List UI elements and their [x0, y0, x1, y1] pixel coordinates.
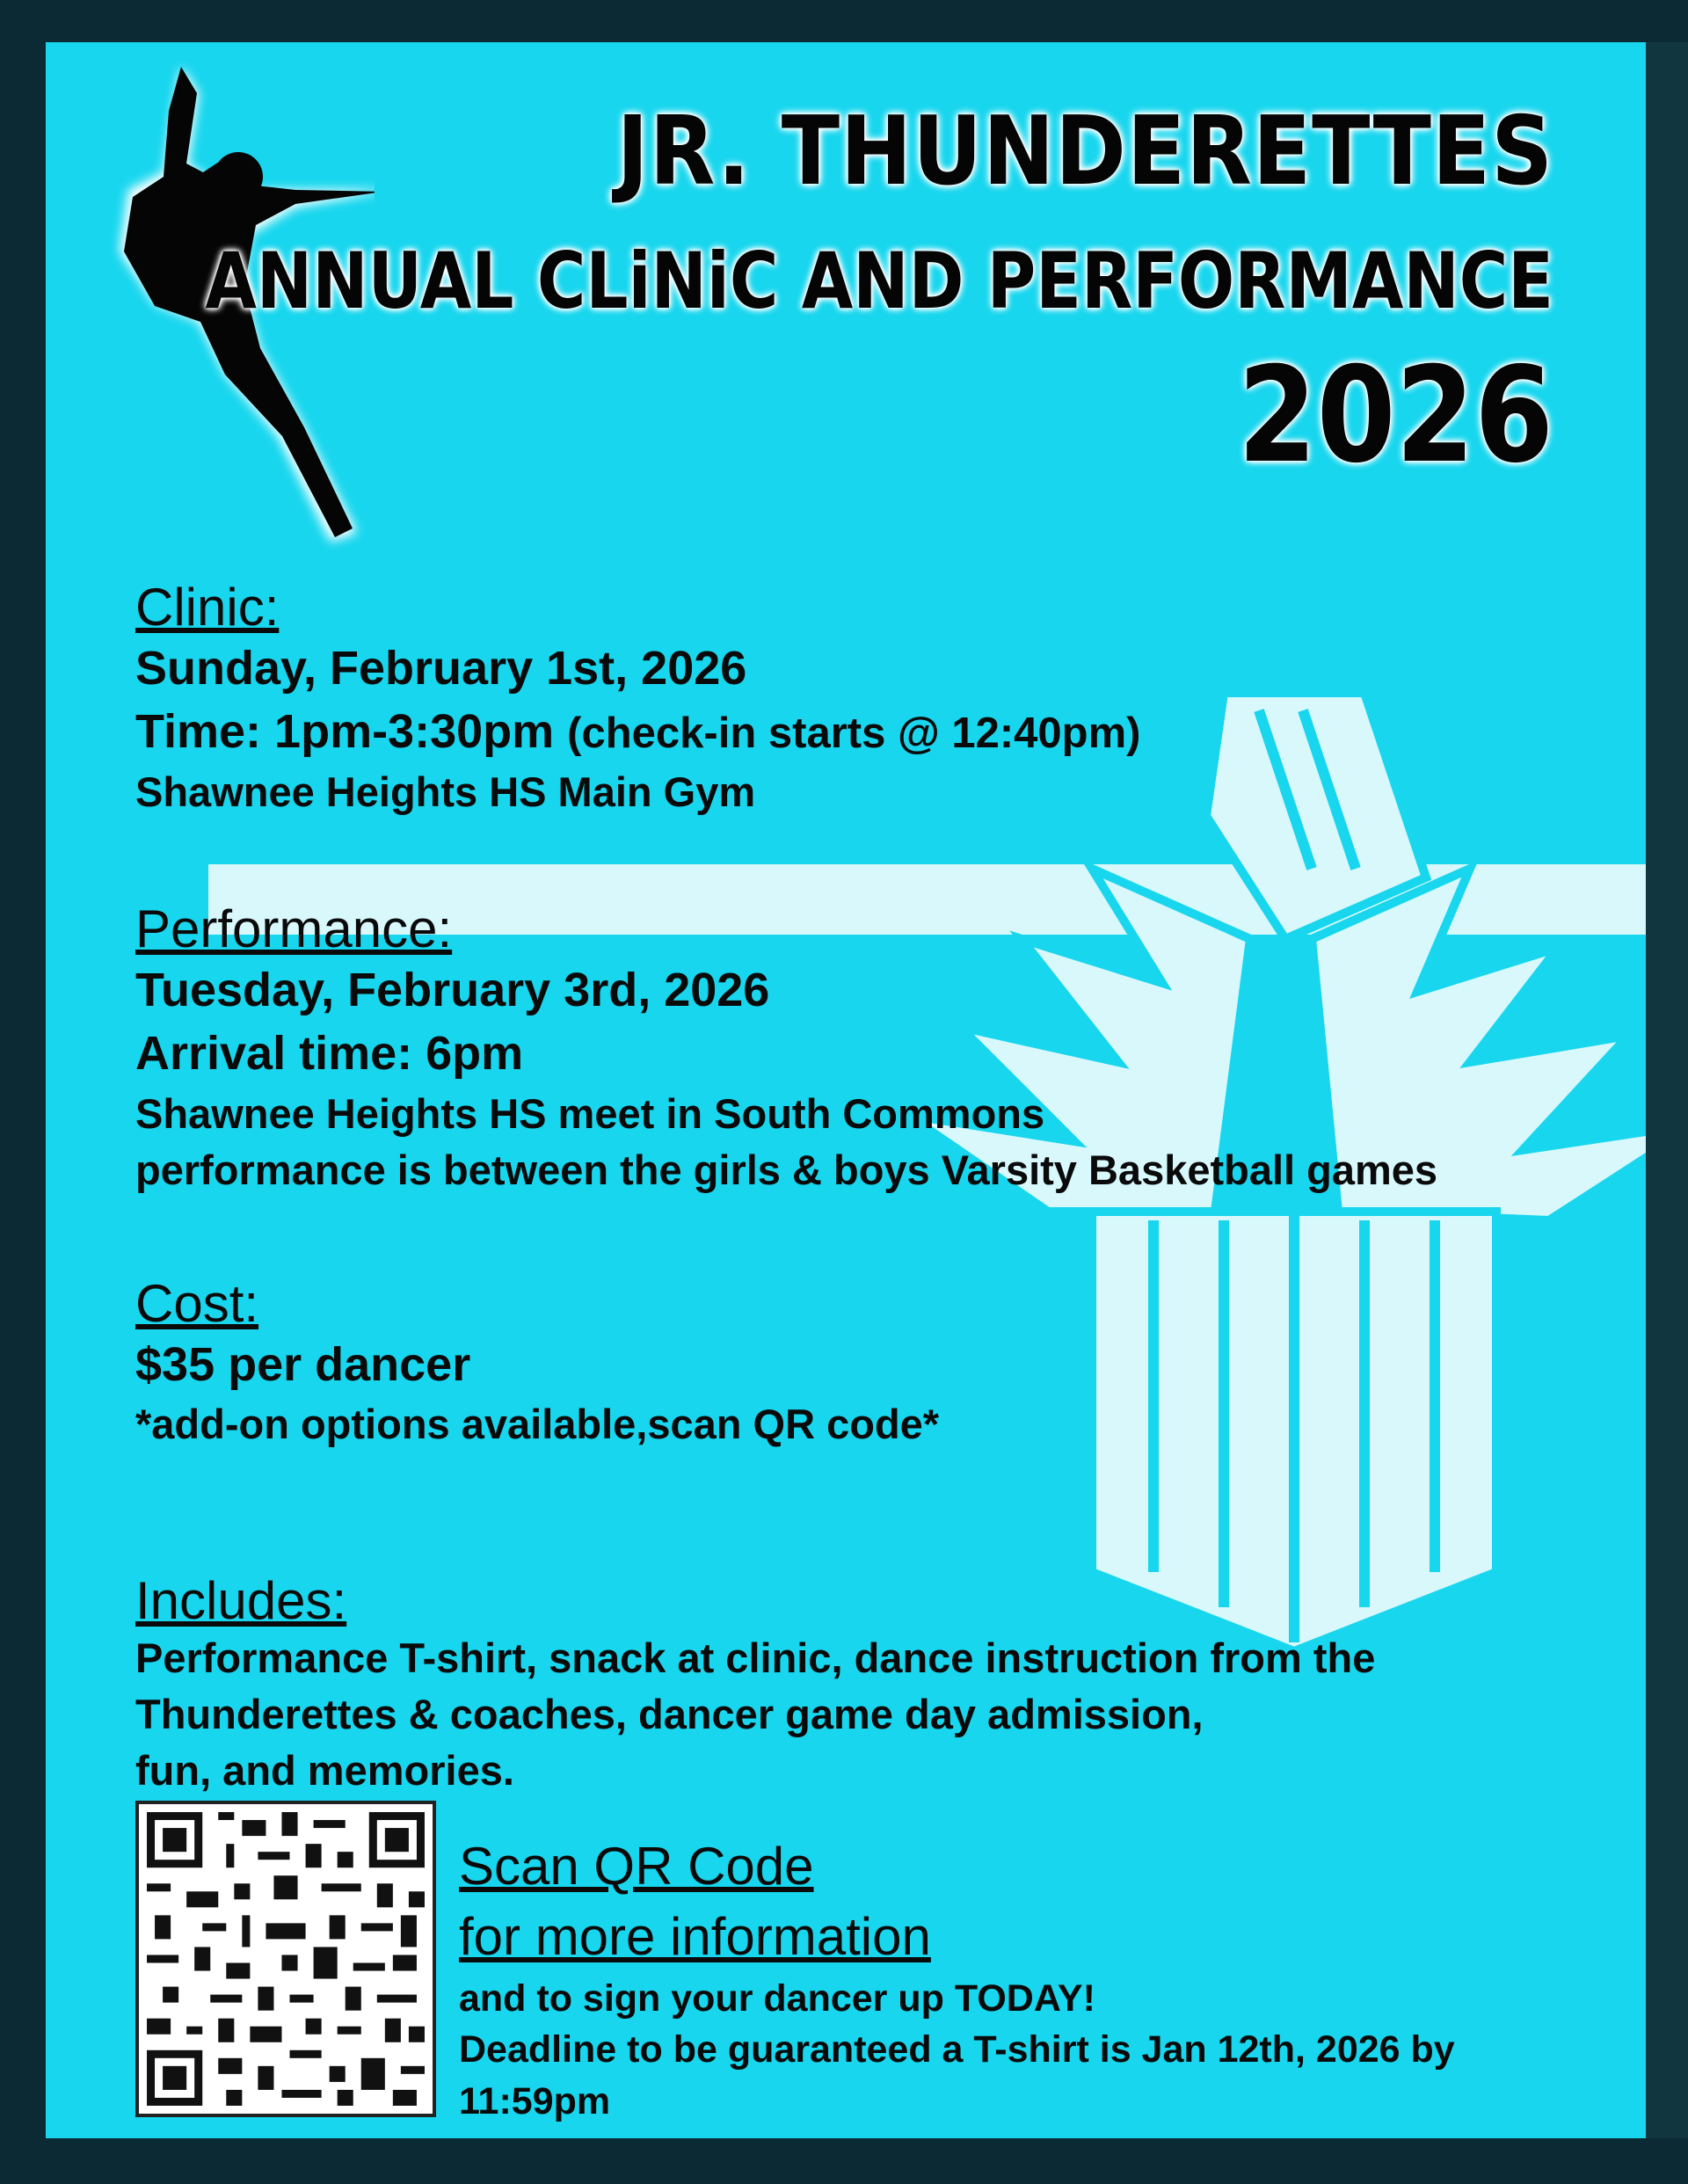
- performance-date: Tuesday, February 3rd, 2026: [135, 964, 770, 1016]
- flyer: [46, 42, 1646, 2138]
- clinic-location: Shawnee Heights HS Main Gym: [135, 768, 756, 815]
- qr-line2: Deadline to be guaranteed a T-shirt is Jan 12th, 2026 by: [459, 2028, 1455, 2071]
- clinic-checkin: (check-in starts @ 12:40pm): [567, 710, 1141, 758]
- event-title: JR. THUNDERETTES: [616, 97, 1553, 207]
- includes-heading: Includes:: [135, 1571, 347, 1630]
- cost-note: *add-on options available,scan QR code*: [135, 1401, 940, 1448]
- qr-code[interactable]: [135, 1801, 436, 2117]
- cost-heading: Cost:: [135, 1274, 259, 1333]
- clinic-heading: Clinic:: [135, 578, 280, 637]
- qr-callout: [459, 1831, 1455, 2127]
- qr-line3: 11:59pm: [459, 2079, 611, 2122]
- qr-heading1: Scan QR Code: [459, 1837, 814, 1896]
- clinic-section: [135, 579, 1646, 820]
- performance-heading: Performance:: [135, 899, 453, 958]
- performance-section: [135, 900, 1646, 1198]
- event-subtitle: ANNUAL CLiNiC AND PERFORMANCE: [205, 236, 1554, 326]
- cost-price: $35 per dancer: [135, 1338, 471, 1391]
- clinic-time: [135, 700, 1646, 763]
- clinic-time-label: Time: 1pm-3:30pm: [135, 705, 555, 759]
- performance-arrival: Arrival time: 6pm: [135, 1027, 524, 1081]
- includes-section: [135, 1572, 1646, 1799]
- qr-line1: and to sign your dancer up TODAY!: [459, 1977, 1095, 2020]
- includes-line2: Thunderettes & coaches, dancer game day admission,: [135, 1690, 1204, 1737]
- cost-section: [135, 1275, 1646, 1452]
- qr-heading2: for more information: [459, 1907, 931, 1967]
- frame-shadow: [1646, 42, 1688, 2138]
- clinic-date: Sunday, February 1st, 2026: [135, 642, 747, 695]
- performance-note: performance is between the girls & boys Varsity Basketball games: [135, 1146, 1438, 1193]
- performance-location: Shawnee Heights HS meet in South Commons: [135, 1089, 1045, 1137]
- includes-line1: Performance T-shirt, snack at clinic, dance instruction from the: [135, 1634, 1376, 1681]
- event-year: 2026: [1237, 339, 1553, 492]
- includes-line3: fun, and memories.: [135, 1746, 514, 1794]
